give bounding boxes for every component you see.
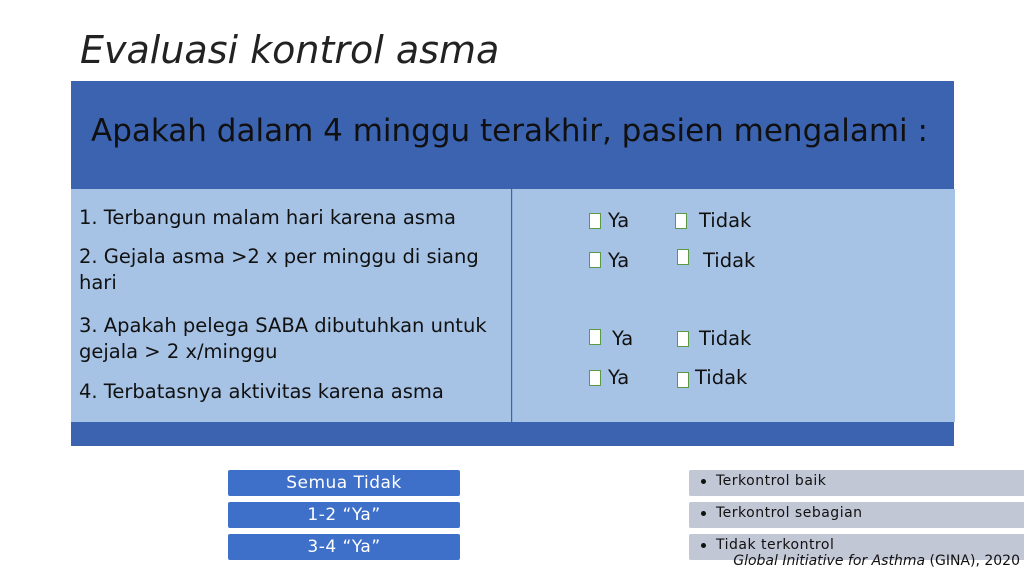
checkbox-q2-no[interactable]	[677, 249, 689, 265]
label-q1-no: Tidak	[699, 209, 752, 232]
legend-value-1: Terkontrol baik	[716, 473, 827, 489]
checkbox-q1-yes[interactable]	[589, 213, 601, 229]
legend-value-3: Tidak terkontrol	[716, 537, 835, 553]
legend-value-2: Terkontrol sebagian	[716, 505, 863, 521]
questions-column	[71, 189, 511, 422]
question-4: 4. Terbatasnya aktivitas karena asma	[79, 380, 444, 403]
label-q3-yes: Ya	[612, 327, 634, 350]
legend-value-box-1	[689, 470, 1024, 496]
label-q1-yes: Ya	[608, 209, 630, 232]
checkbox-q2-yes[interactable]	[589, 252, 601, 268]
legend-key-3: 3-4 “Ya”	[226, 532, 462, 562]
bullet-icon	[701, 543, 706, 548]
checkbox-q4-no[interactable]	[677, 372, 689, 388]
label-q3-no: Tidak	[699, 327, 752, 350]
question-2: 2. Gejala asma >2 x per minggu di siang hari	[79, 245, 479, 294]
legend-key-1: Semua Tidak	[226, 468, 462, 498]
legend-value-box-2	[689, 502, 1024, 528]
answers-column	[512, 189, 955, 422]
bullet-icon	[701, 511, 706, 516]
checkbox-q4-yes[interactable]	[589, 370, 601, 386]
bullet-icon	[701, 479, 706, 484]
citation-rest: (GINA), 2020	[925, 553, 1020, 569]
legend-key-2: 1-2 “Ya”	[226, 500, 462, 530]
checkbox-q1-no[interactable]	[675, 213, 687, 229]
label-q4-yes: Ya	[608, 366, 630, 389]
table-header: Apakah dalam 4 minggu terakhir, pasien mengalami :	[91, 113, 928, 149]
label-q2-no: Tidak	[703, 249, 756, 272]
checkbox-q3-yes[interactable]	[589, 329, 601, 345]
citation	[733, 553, 1020, 569]
question-1: 1. Terbangun malam hari karena asma	[79, 206, 456, 229]
label-q4-no: Tidak	[695, 366, 748, 389]
assessment-table	[71, 81, 954, 446]
citation-italic: Global Initiative for Asthma	[733, 553, 926, 569]
question-3: 3. Apakah pelega SABA dibutuhkan untuk gejala > 2 x/minggu	[79, 314, 487, 363]
page-title: Evaluasi kontrol asma	[80, 28, 500, 72]
label-q2-yes: Ya	[608, 249, 630, 272]
checkbox-q3-no[interactable]	[677, 331, 689, 347]
